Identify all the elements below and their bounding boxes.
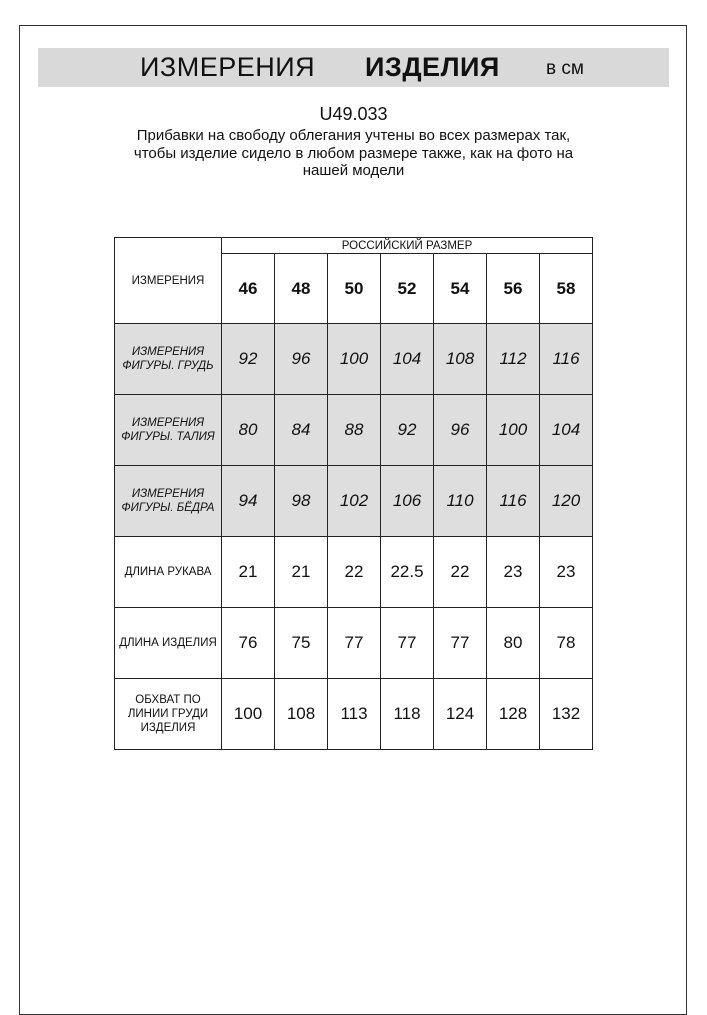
table-cell: 77: [328, 608, 381, 679]
table-cell: 76: [222, 608, 275, 679]
table-cell: 96: [275, 324, 328, 395]
table-cell: 102: [328, 466, 381, 537]
table-cell: 100: [487, 395, 540, 466]
size-header: 52: [381, 254, 434, 324]
size-table: [114, 237, 593, 750]
size-header: 50: [328, 254, 381, 324]
table-cell: 92: [381, 395, 434, 466]
table-cell: 108: [434, 324, 487, 395]
table-cell: 22: [434, 537, 487, 608]
table-cell: 78: [540, 608, 593, 679]
table-row: [115, 537, 593, 608]
size-header: 54: [434, 254, 487, 324]
table-cell: 110: [434, 466, 487, 537]
table-cell: 77: [434, 608, 487, 679]
table-cell: 77: [381, 608, 434, 679]
table-row: [115, 395, 593, 466]
table-cell: 112: [487, 324, 540, 395]
table-cell: 124: [434, 679, 487, 750]
table-row: [115, 608, 593, 679]
table-cell: 92: [222, 324, 275, 395]
table-cell: 23: [487, 537, 540, 608]
size-header: 48: [275, 254, 328, 324]
table-cell: 23: [540, 537, 593, 608]
table-cell: 106: [381, 466, 434, 537]
table-row: [115, 324, 593, 395]
row-label: ИЗМЕРЕНИЯ ФИГУРЫ. БЁДРА: [115, 466, 222, 537]
table-cell: 94: [222, 466, 275, 537]
size-header: 46: [222, 254, 275, 324]
size-header: 58: [540, 254, 593, 324]
table-cell: 80: [487, 608, 540, 679]
table-cell: 108: [275, 679, 328, 750]
table-cell: 118: [381, 679, 434, 750]
table-cell: 98: [275, 466, 328, 537]
table-cell: 96: [434, 395, 487, 466]
table-cell: 116: [487, 466, 540, 537]
table-cell: 120: [540, 466, 593, 537]
table-cell: 21: [222, 537, 275, 608]
table-cell: 104: [540, 395, 593, 466]
fit-note: [100, 127, 607, 180]
row-label: ДЛИНА РУКАВА: [115, 537, 222, 608]
table-cell: 22: [328, 537, 381, 608]
article-code: U49.033: [319, 104, 388, 124]
table-cell: 116: [540, 324, 593, 395]
title-unit: в см: [546, 58, 584, 79]
table-cell: 22.5: [381, 537, 434, 608]
table-cell: 84: [275, 395, 328, 466]
table-cell: 88: [328, 395, 381, 466]
table-cell: 21: [275, 537, 328, 608]
table-row: [115, 466, 593, 537]
fit-note-line: Прибавки на свободу облегания учтены во всех размерах так,: [136, 127, 571, 144]
table-cell: 80: [222, 395, 275, 466]
row-label: ИЗМЕРЕНИЯ ФИГУРЫ. ТАЛИЯ: [115, 395, 222, 466]
title-banner: [38, 48, 669, 87]
corner-label: ИЗМЕРЕНИЯ: [115, 238, 222, 324]
table-cell: 113: [328, 679, 381, 750]
fit-note-line: чтобы изделие сидело в любом размере также, как на фото на: [133, 144, 574, 162]
row-label: ДЛИНА ИЗДЕЛИЯ: [115, 608, 222, 679]
table-cell: 100: [328, 324, 381, 395]
table-cell: 132: [540, 679, 593, 750]
table-cell: 100: [222, 679, 275, 750]
table-row: [115, 679, 593, 750]
table-cell: 75: [275, 608, 328, 679]
table-cell: 128: [487, 679, 540, 750]
table-cell: 104: [381, 324, 434, 395]
title-measurements: ИЗМЕРЕНИЯ: [140, 52, 316, 82]
row-label: ИЗМЕРЕНИЯ ФИГУРЫ. ГРУДЬ: [115, 324, 222, 395]
size-header: 56: [487, 254, 540, 324]
russian-size-header: РОССИЙСКИЙ РАЗМЕР: [222, 238, 593, 254]
title-item: ИЗДЕЛИЯ: [365, 52, 500, 82]
row-label: ОБХВАТ ПО ЛИНИИ ГРУДИ ИЗДЕЛИЯ: [115, 679, 222, 750]
fit-note-line: нашей модели: [302, 162, 405, 179]
